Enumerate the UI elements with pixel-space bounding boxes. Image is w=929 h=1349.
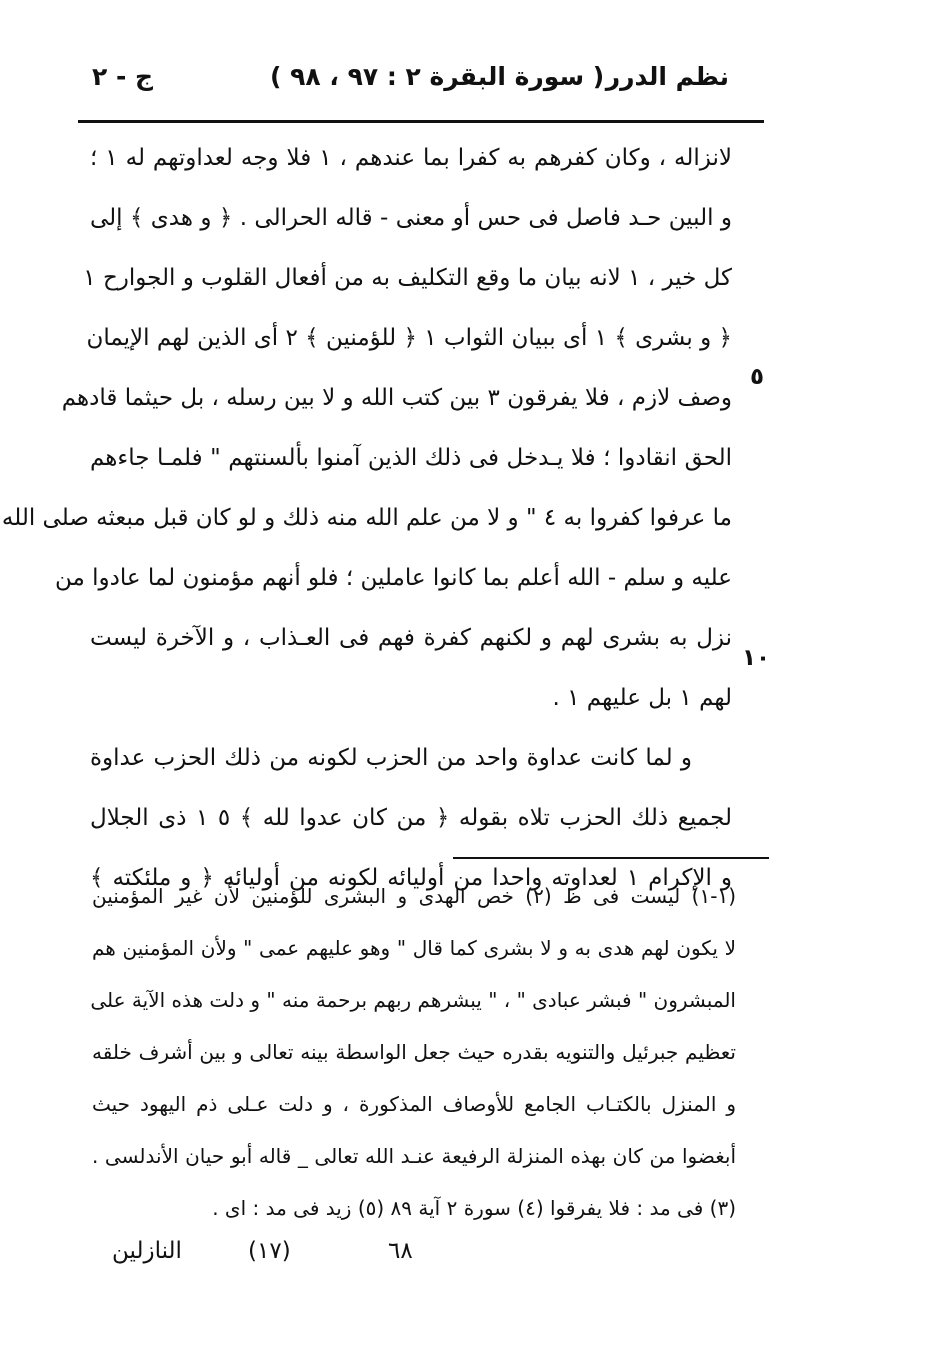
text-line: الحق انقادوا ؛ فلا يـدخل فى ذلك الذين آمنوا بألسنتهم " فلمـا جاءهم bbox=[90, 445, 732, 471]
footnote-line: و المنزل بالكتـاب الجامع للأوصاف المذكورة ، و دلت عـلى ذم اليهود حيث bbox=[92, 1092, 736, 1116]
text-line: عليه و سلم - الله أعلم بما كانوا عاملين ؛ فلو أنهم مؤمنون لما عادوا من bbox=[54, 565, 732, 591]
text-line: و الإكرام ١ لعداوته واحدا من أوليائه لكونه من أوليائه ﴿ و ملئكته ﴾ bbox=[90, 865, 732, 891]
signature-mark: (١٧) bbox=[248, 1238, 291, 1264]
text-line: لهم ١ بل عليهم ١ . bbox=[552, 685, 732, 711]
footnote-line: تعظيم جبرئيل والتنويه بقدره حيث جعل الواسطة بينه تعالى و بين أشرف خلقه bbox=[92, 1040, 736, 1064]
footnote-line: أبغضوا من كان بهذه المنزلة الرفيعة عنـد الله تعالى _ قاله أبو حيان الأندلسى . bbox=[92, 1144, 736, 1168]
header-rule bbox=[78, 120, 764, 123]
text-line: كل خير ، ١ لانه بيان ما وقع التكليف به من أفعال القلوب و الجوارح ١ bbox=[83, 265, 732, 291]
catchword: النازلين bbox=[112, 1238, 182, 1264]
footnote-line: لا يكون لهم هدى به و لا بشرى كما قال " وهو عليهم عمى " ولأن المؤمنين هم bbox=[92, 936, 736, 960]
text-line: و البين حـد فاصل فى حس أو معنى - قاله الحرالى . ﴿ و هدى ﴾ إلى bbox=[90, 205, 732, 231]
text-line: نزل به بشرى لهم و لكنهم كفرة فهم فى العـذاب ، و الآخرة ليست bbox=[90, 625, 732, 651]
footnote-rule bbox=[453, 857, 769, 859]
text-line: ما عرفوا كفروا به ٤ " و لا من علم الله منه ذلك و لو كان قبل مبعثه صلى الله bbox=[1, 505, 732, 531]
margin-line-number: ١٠ bbox=[742, 645, 771, 671]
footnote-line: المبشرون " فبشر عبادى " ، " يبشرهم ربهم برحمة منه " و دلت هذه الآية على bbox=[90, 988, 736, 1012]
surah-reference: ( سورة البقرة ٢ : ٩٧ ، ٩٨ ) bbox=[270, 62, 605, 91]
text-line: و لما كانت عداوة واحد من الحزب لكونه من ذلك الحزب عداوة bbox=[90, 745, 692, 771]
footnote-line: (٣) فى مد : فلا يفرقوا (٤) سورة ٢ آية ٨٩ (٥) زيد فى مد : اى . bbox=[212, 1196, 736, 1220]
footnotes bbox=[92, 870, 736, 1234]
footnote-line: (١-١) ليست فى ظ (٢) خص الهدى و البشرى للؤمنين لأن غير المؤمنين bbox=[92, 884, 737, 908]
page-number: ٦٨ bbox=[388, 1238, 413, 1264]
text-line: ﴿ و بشرى ﴾ ١ أى ببيان الثواب ١ ﴿ للؤمنين ﴾ ٢ أى الذين لهم الإيمان bbox=[86, 325, 732, 351]
main-text bbox=[1, 128, 733, 908]
book-title: نظم الدرر bbox=[605, 62, 729, 91]
text-line: لانزاله ، وكان كفرهم به كفرا بما عندهم ، ١ فلا وجه لعداوتهم له ١ ؛ bbox=[90, 145, 732, 171]
volume-label: ج - ٢ bbox=[92, 62, 154, 91]
text-line: وصف لازم ، فلا يفرقون ٣ بين كتب الله و لا بين رسله ، بل حيثما قادهم bbox=[61, 385, 732, 411]
margin-line-number: ٥ bbox=[750, 364, 765, 390]
text-line: لجميع ذلك الحزب تلاه بقوله ﴿ من كان عدوا لله ﴾ ٥ ١ ذى الجلال bbox=[90, 805, 733, 831]
